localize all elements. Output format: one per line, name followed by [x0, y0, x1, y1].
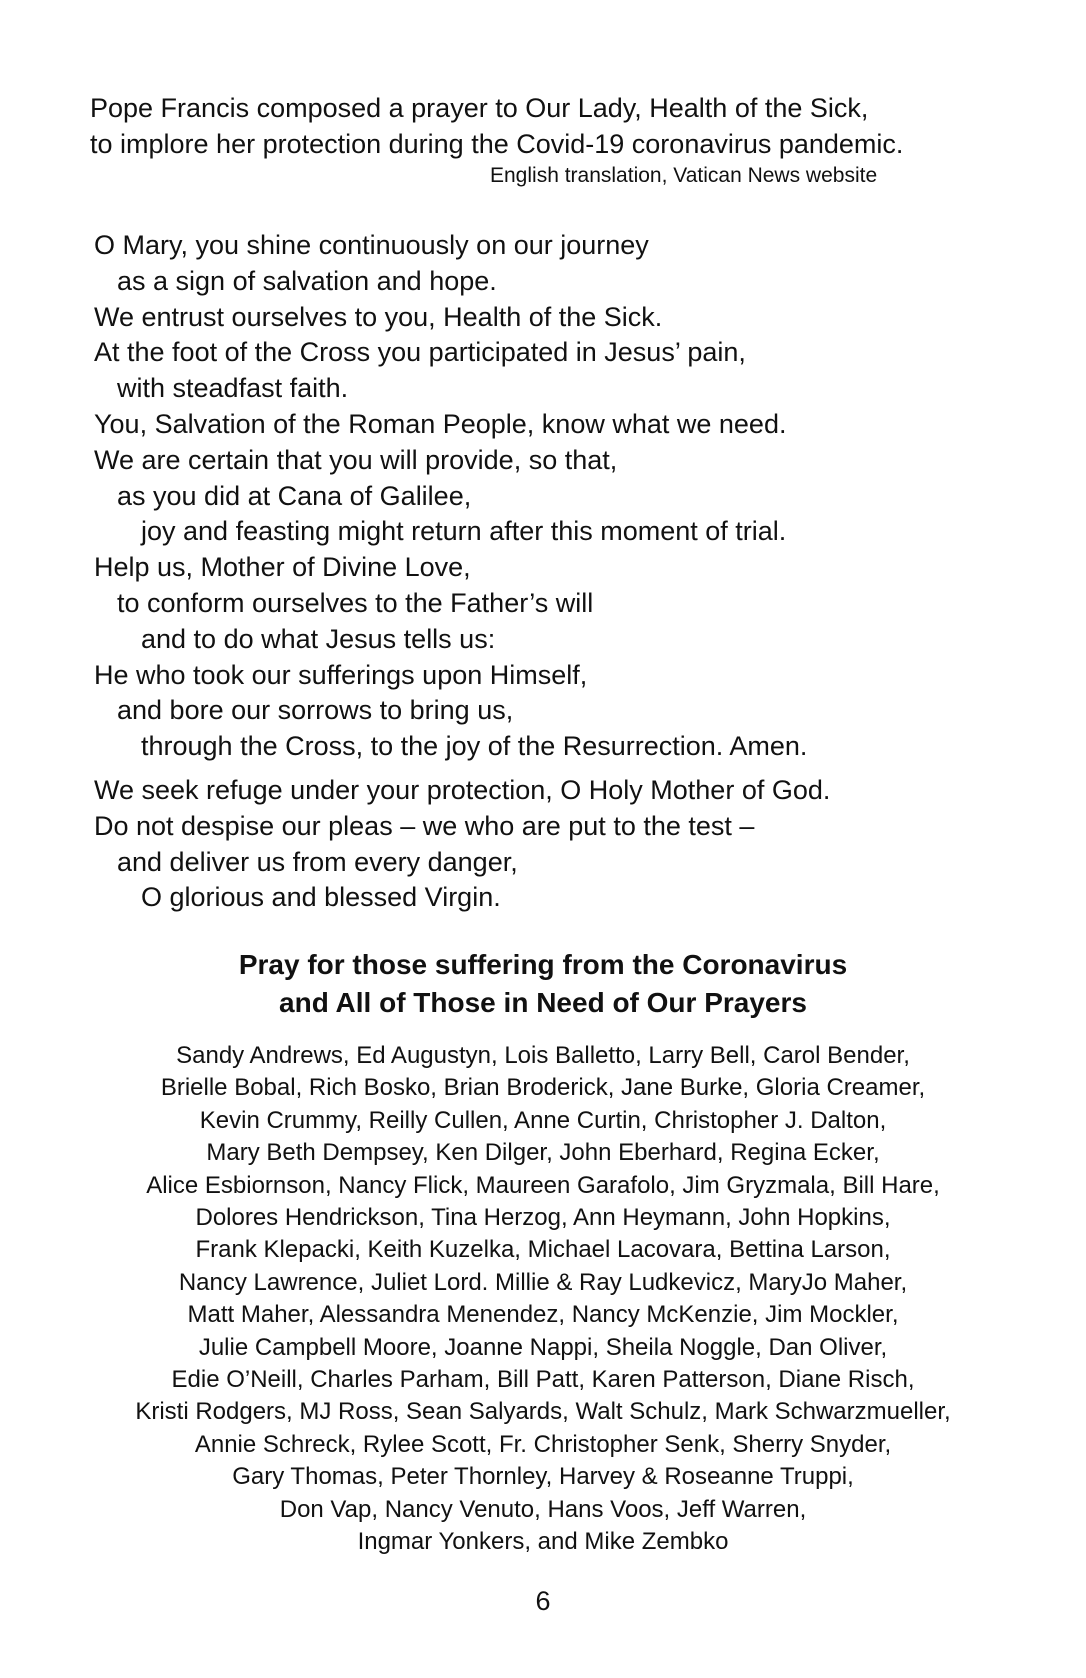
intro-block [90, 90, 1030, 190]
names-line: Matt Maher, Alessandra Menendez, Nancy McKenzie, Jim Mockler, [187, 1301, 899, 1329]
prayer-line: We entrust ourselves to you, Health of the Sick. [94, 301, 663, 332]
names-line: Alice Esbiornson, Nancy Flick, Maureen Garafolo, Jim Gryzmala, Bill Hare, [146, 1171, 940, 1199]
prayer-line: and deliver us from every danger, [117, 846, 518, 877]
prayer-line: At the foot of the Cross you participated in Jesus’ pain, [94, 337, 746, 368]
prayer-line: as you did at Cana of Galilee, [117, 480, 472, 511]
names-line: Edie O’Neill, Charles Parham, Bill Patt, Karen Patterson, Diane Risch, [171, 1366, 915, 1394]
names-line: Mary Beth Dempsey, Ken Dilger, John Eberhard, Regina Ecker, [206, 1139, 880, 1167]
names-line: Gary Thomas, Peter Thornley, Harvey & Roseanne Truppi, [232, 1463, 854, 1491]
names-line: Julie Campbell Moore, Joanne Nappi, Sheila Noggle, Dan Oliver, [198, 1333, 888, 1361]
prayer-line: You, Salvation of the Roman People, know what we need. [94, 408, 787, 439]
prayer-line: to conform ourselves to the Father’s will [117, 587, 594, 618]
intro-line: to implore her protection during the Covid-19 coronavirus pandemic. [90, 129, 904, 159]
names-list [0, 1040, 1086, 1559]
prayer-line: We seek refuge under your protection, O Holy Mother of God. [94, 774, 831, 805]
prayer-line: as a sign of salvation and hope. [117, 265, 497, 296]
prayer-line: O Mary, you shine continuously on our journey [94, 230, 649, 260]
prayer-list-heading [0, 946, 1086, 1022]
prayer-line: and to do what Jesus tells us: [141, 623, 496, 654]
prayer-line: and bore our sorrows to bring us, [117, 695, 514, 726]
names-line: Annie Schreck, Rylee Scott, Fr. Christopher Senk, Sherry Snyder, [194, 1430, 892, 1458]
names-line: Frank Klepacki, Keith Kuzelka, Michael Lacovara, Bettina Larson, [195, 1236, 891, 1264]
names-line: Kevin Crummy, Reilly Cullen, Anne Curtin, Christopher J. Dalton, [199, 1106, 887, 1134]
prayer-text [94, 228, 1034, 916]
names-line: Brielle Bobal, Rich Bosko, Brian Broderick, Jane Burke, Gloria Creamer, [160, 1074, 926, 1102]
prayer-line: We are certain that you will provide, so that, [94, 444, 618, 475]
prayer-line: joy and feasting might return after this moment of trial. [141, 516, 787, 547]
heading-line: Pray for those suffering from the Coronavirus [238, 949, 848, 980]
page-number: 6 [535, 1586, 551, 1616]
names-line: Kristi Rodgers, MJ Ross, Sean Salyards, Walt Schulz, Mark Schwarzmueller, [135, 1398, 951, 1426]
prayer-line: He who took our sufferings upon Himself, [94, 659, 588, 690]
names-line: Ingmar Yonkers, and Mike Zembko [357, 1528, 729, 1556]
names-line: Don Vap, Nancy Venuto, Hans Voos, Jeff Warren, [279, 1495, 807, 1523]
prayer-line: Do not despise our pleas – we who are put to the test – [94, 810, 755, 841]
heading-line: and All of Those in Need of Our Prayers [279, 987, 807, 1018]
intro-line: Pope Francis composed a prayer to Our Lady, Health of the Sick, [90, 93, 869, 123]
prayer-line: with steadfast faith. [117, 373, 349, 404]
prayer-line: through the Cross, to the joy of the Resurrection. Amen. [141, 731, 808, 762]
prayer-line: O glorious and blessed Virgin. [141, 882, 501, 913]
names-line: Sandy Andrews, Ed Augustyn, Lois Balletto, Larry Bell, Carol Bender, [176, 1042, 910, 1069]
translation-credit: English translation, Vatican News website [490, 164, 878, 187]
names-line: Nancy Lawrence, Juliet Lord. Millie & Ray Ludkevicz, MaryJo Maher, [178, 1268, 908, 1296]
names-line: Dolores Hendrickson, Tina Herzog, Ann Heymann, John Hopkins, [195, 1204, 891, 1232]
prayer-line: Help us, Mother of Divine Love, [94, 552, 471, 583]
